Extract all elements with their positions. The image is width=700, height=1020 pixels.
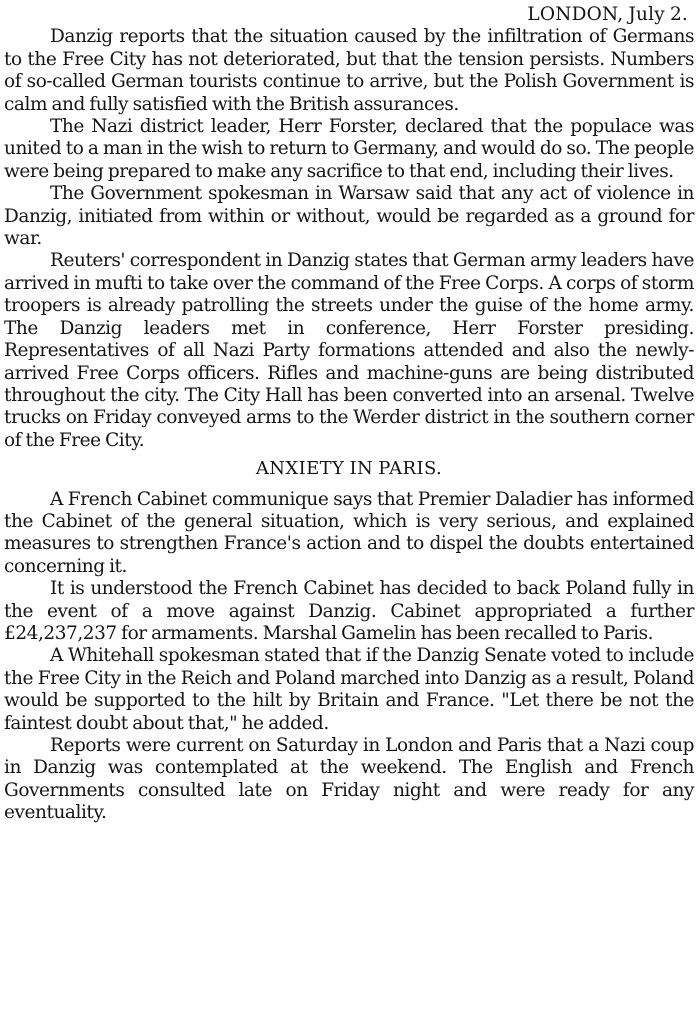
dateline: LONDON, July 2.	[527, 4, 688, 25]
newspaper-clipping	[4, 4, 694, 825]
paragraph-whitehall-spokesman: A Whitehall spokesman stated that if the Danzig Senate voted to include the Free City in the Reich and Poland marched into Danzig as a result, Poland would be supported to the hilt by Britain and France. "Let there be not the faintest doubt about that," he added.	[4, 645, 694, 734]
section-heading: ANXIETY IN PARIS.	[255, 458, 443, 480]
paragraph-reuters-report: Reuters' correspondent in Danzig states that German army leaders have arrived in mufti to take over the command of the Free Corps. A corps of storm troopers is already patrolling the streets under the guise of the home army. The Danzig leaders met in conference, Herr Forster presiding. Representatives of all Nazi Party formations attended and also the newly-arrived Free Corps officers. Rifles and machine-guns are being distributed throughout the city. The City Hall has been converted into an arsenal. Twelve trucks on Friday conveyed arms to the Werder district in the southern corner of the Free City.	[4, 250, 694, 451]
paragraph-warsaw-spokesman: The Government spokesman in Warsaw said that any act of violence in Danzig, initiated from within or without, would be regarded as a ground for war.	[4, 183, 694, 250]
paragraph-french-cabinet: A French Cabinet communique says that Premier Daladier has informed the Cabinet of the general situation, which is very serious, and explained measures to strengthen France's action and to dispel the doubts entertained concerning it.	[4, 488, 694, 577]
paragraph-forster-declaration: The Nazi district leader, Herr Forster, declared that the populace was united to a man in the wish to return to Germany, and would do so. The people were being prepared to make any sacrifice to that end, including their lives.	[4, 116, 694, 182]
paragraph-danzig-situation: Danzig reports that the situation caused by the infiltration of Germans to the Free City has not deteriorated, but that the tension persists. Numbers of so-called German tourists continue to arrive, but the Polish Government is calm and fully satisfied with the British assurances.	[4, 26, 694, 115]
paragraph-nazi-coup-reports: Reports were current on Saturday in London and Paris that a Nazi coup in Danzig was contemplated at the weekend. The English and French Governments consulted late on Friday night and were ready for any eventuality.	[4, 735, 694, 824]
paragraph-back-poland: It is understood the French Cabinet has decided to back Poland fully in the event of a move against Danzig. Cabinet appropriated a further £24,237,237 for armaments. Marshal Gamelin has been recalled to Paris.	[4, 578, 694, 644]
